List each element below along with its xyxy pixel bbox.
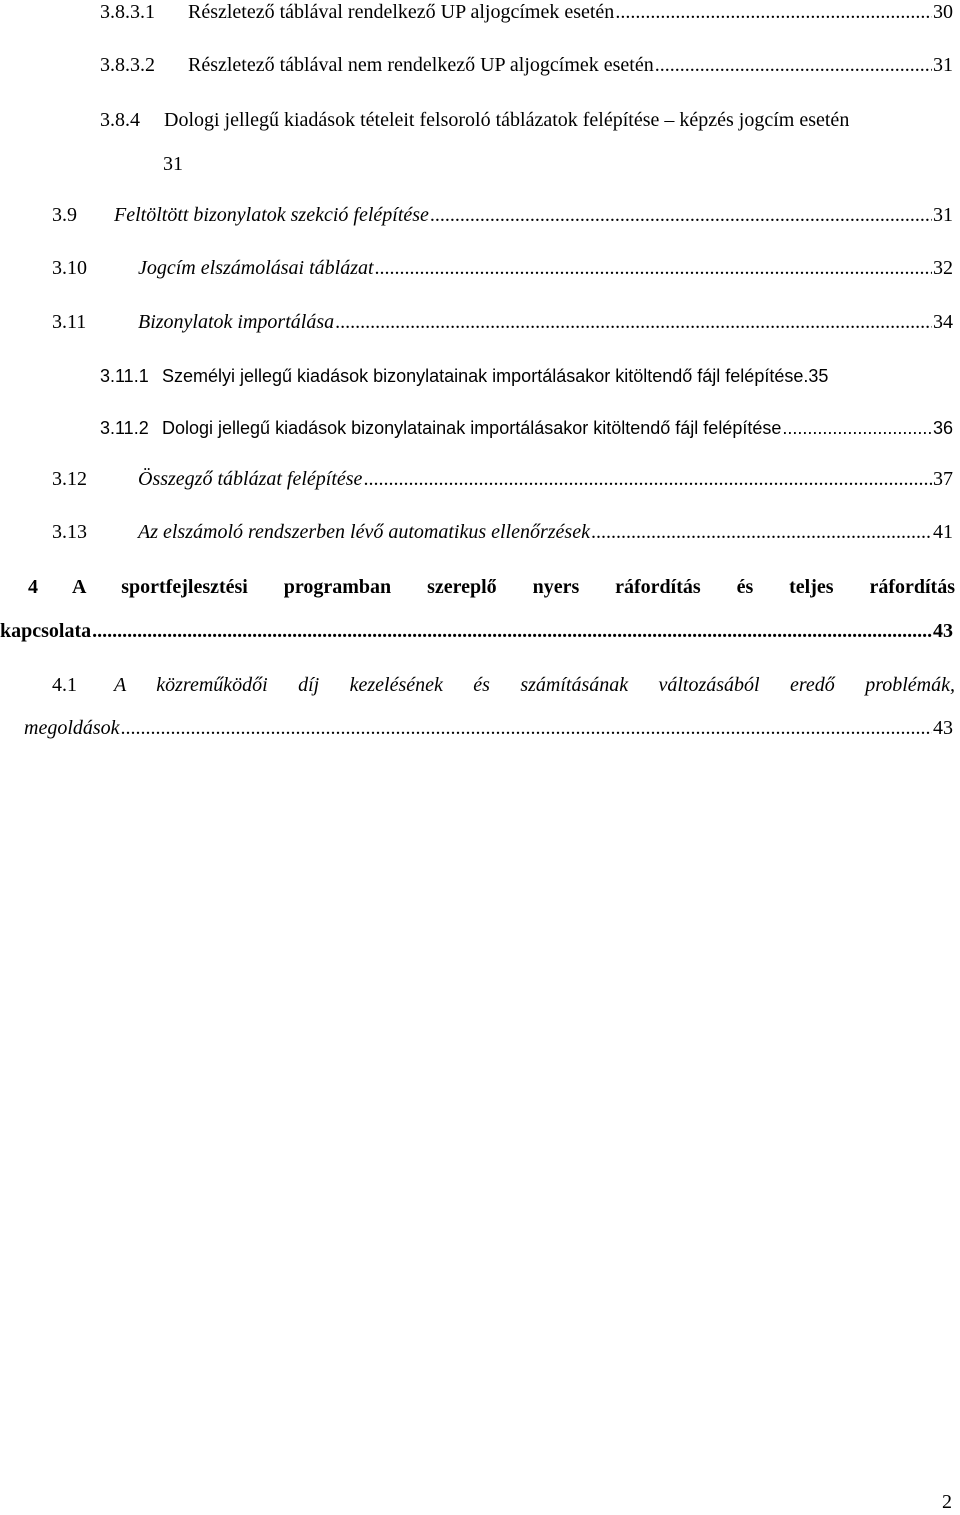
dot-leader bbox=[591, 520, 932, 544]
toc-entry-3-11-2[interactable] bbox=[100, 416, 953, 440]
toc-entry-number: 3.9 bbox=[52, 204, 77, 226]
toc-entry-title: Részletező táblával rendelkező UP aljogcímek esetén bbox=[188, 1, 615, 23]
toc-entry-3-11-1[interactable] bbox=[100, 364, 953, 388]
toc-entry-3-8-4-page bbox=[163, 152, 183, 176]
toc-entry-title: Összegző táblázat felépítése bbox=[138, 468, 363, 490]
toc-entry-title: Bizonylatok importálása bbox=[138, 311, 335, 333]
dot-leader bbox=[335, 310, 932, 334]
toc-entry-page: 32 bbox=[933, 257, 953, 279]
toc-entry-3-13[interactable] bbox=[52, 520, 953, 544]
toc-entry-number: 4.1 bbox=[52, 674, 77, 696]
toc-entry-page: 35 bbox=[808, 366, 829, 386]
toc-entry-number: 3.13 bbox=[52, 521, 87, 543]
toc-entry-title: Személyi jellegű kiadások bizonylatainak importálásakor kitöltendő fájl felépítése bbox=[162, 366, 804, 386]
toc-entry-page: 43 bbox=[933, 717, 953, 739]
dot-leader bbox=[782, 416, 932, 440]
dot-leader bbox=[121, 716, 932, 740]
toc-entry-4-continuation[interactable] bbox=[0, 619, 953, 643]
toc-entry-number: 3.10 bbox=[52, 257, 87, 279]
toc-entry-number: 4 bbox=[28, 576, 38, 598]
toc-entry-4[interactable] bbox=[28, 575, 955, 599]
toc-entry-title: Dologi jellegű kiadások tételeit felsoroló táblázatok felépítése – képzés jogcím esetén bbox=[164, 109, 850, 131]
toc-entry-number: 3.11.2 bbox=[100, 418, 149, 438]
toc-entry-page: 43 bbox=[933, 620, 953, 642]
dot-leader bbox=[430, 203, 932, 227]
toc-entry-3-10[interactable] bbox=[52, 256, 953, 280]
toc-entry-3-8-4[interactable] bbox=[100, 108, 960, 132]
dot-leader bbox=[92, 619, 932, 643]
toc-entry-page: 30 bbox=[933, 1, 953, 23]
toc-entry-title-continuation: megoldások bbox=[24, 717, 120, 739]
page-number: 2 bbox=[942, 1491, 952, 1513]
toc-entry-3-8-3-1[interactable] bbox=[100, 0, 953, 24]
toc-entry-3-12[interactable] bbox=[52, 467, 953, 491]
toc-entry-title: Feltöltött bizonylatok szekció felépítése bbox=[114, 204, 429, 226]
dot-leader bbox=[375, 256, 932, 280]
toc-entry-number: 3.12 bbox=[52, 468, 87, 490]
toc-entry-number: 3.8.3.2 bbox=[100, 54, 155, 76]
toc-entry-page: 34 bbox=[933, 311, 953, 333]
toc-entry-3-9[interactable] bbox=[52, 203, 953, 227]
toc-entry-page: 31 bbox=[163, 153, 183, 175]
toc-entry-page: 37 bbox=[933, 468, 953, 490]
toc-entry-page: 31 bbox=[933, 54, 953, 76]
toc-entry-number: 3.8.4 bbox=[100, 109, 140, 131]
toc-entry-title: A sportfejlesztési programban szereplő nyers ráfordítás és teljes ráfordítás bbox=[72, 576, 955, 598]
dot-leader: . bbox=[803, 366, 809, 386]
toc-entry-page: 36 bbox=[932, 418, 953, 438]
toc-entry-3-11[interactable] bbox=[52, 310, 953, 334]
toc-entry-title: Jogcím elszámolásai táblázat bbox=[138, 257, 374, 279]
toc-entry-4-1[interactable] bbox=[52, 673, 955, 697]
toc-entry-title: Részletező táblával nem rendelkező UP aljogcímek esetén bbox=[188, 54, 654, 76]
toc-entry-number: 3.11.1 bbox=[100, 366, 149, 386]
toc-entry-title-continuation: kapcsolata bbox=[0, 620, 92, 642]
toc-entry-3-8-3-2[interactable] bbox=[100, 53, 953, 77]
toc-entry-title: Az elszámoló rendszerben lévő automatikus ellenőrzések bbox=[138, 521, 590, 543]
toc-entry-page: 31 bbox=[933, 204, 953, 226]
toc-entry-title: Dologi jellegű kiadások bizonylatainak importálásakor kitöltendő fájl felépítése bbox=[162, 418, 782, 438]
dot-leader bbox=[655, 53, 932, 77]
toc-entry-4-1-continuation[interactable] bbox=[24, 716, 953, 740]
toc-entry-number: 3.11 bbox=[52, 311, 87, 333]
toc-entry-number: 3.8.3.1 bbox=[100, 1, 155, 23]
toc-entry-page: 41 bbox=[933, 521, 953, 543]
dot-leader bbox=[615, 0, 932, 24]
dot-leader bbox=[363, 467, 932, 491]
toc-entry-title: A közreműködői díj kezelésének és számításának változásából eredő problémák, bbox=[114, 674, 955, 696]
